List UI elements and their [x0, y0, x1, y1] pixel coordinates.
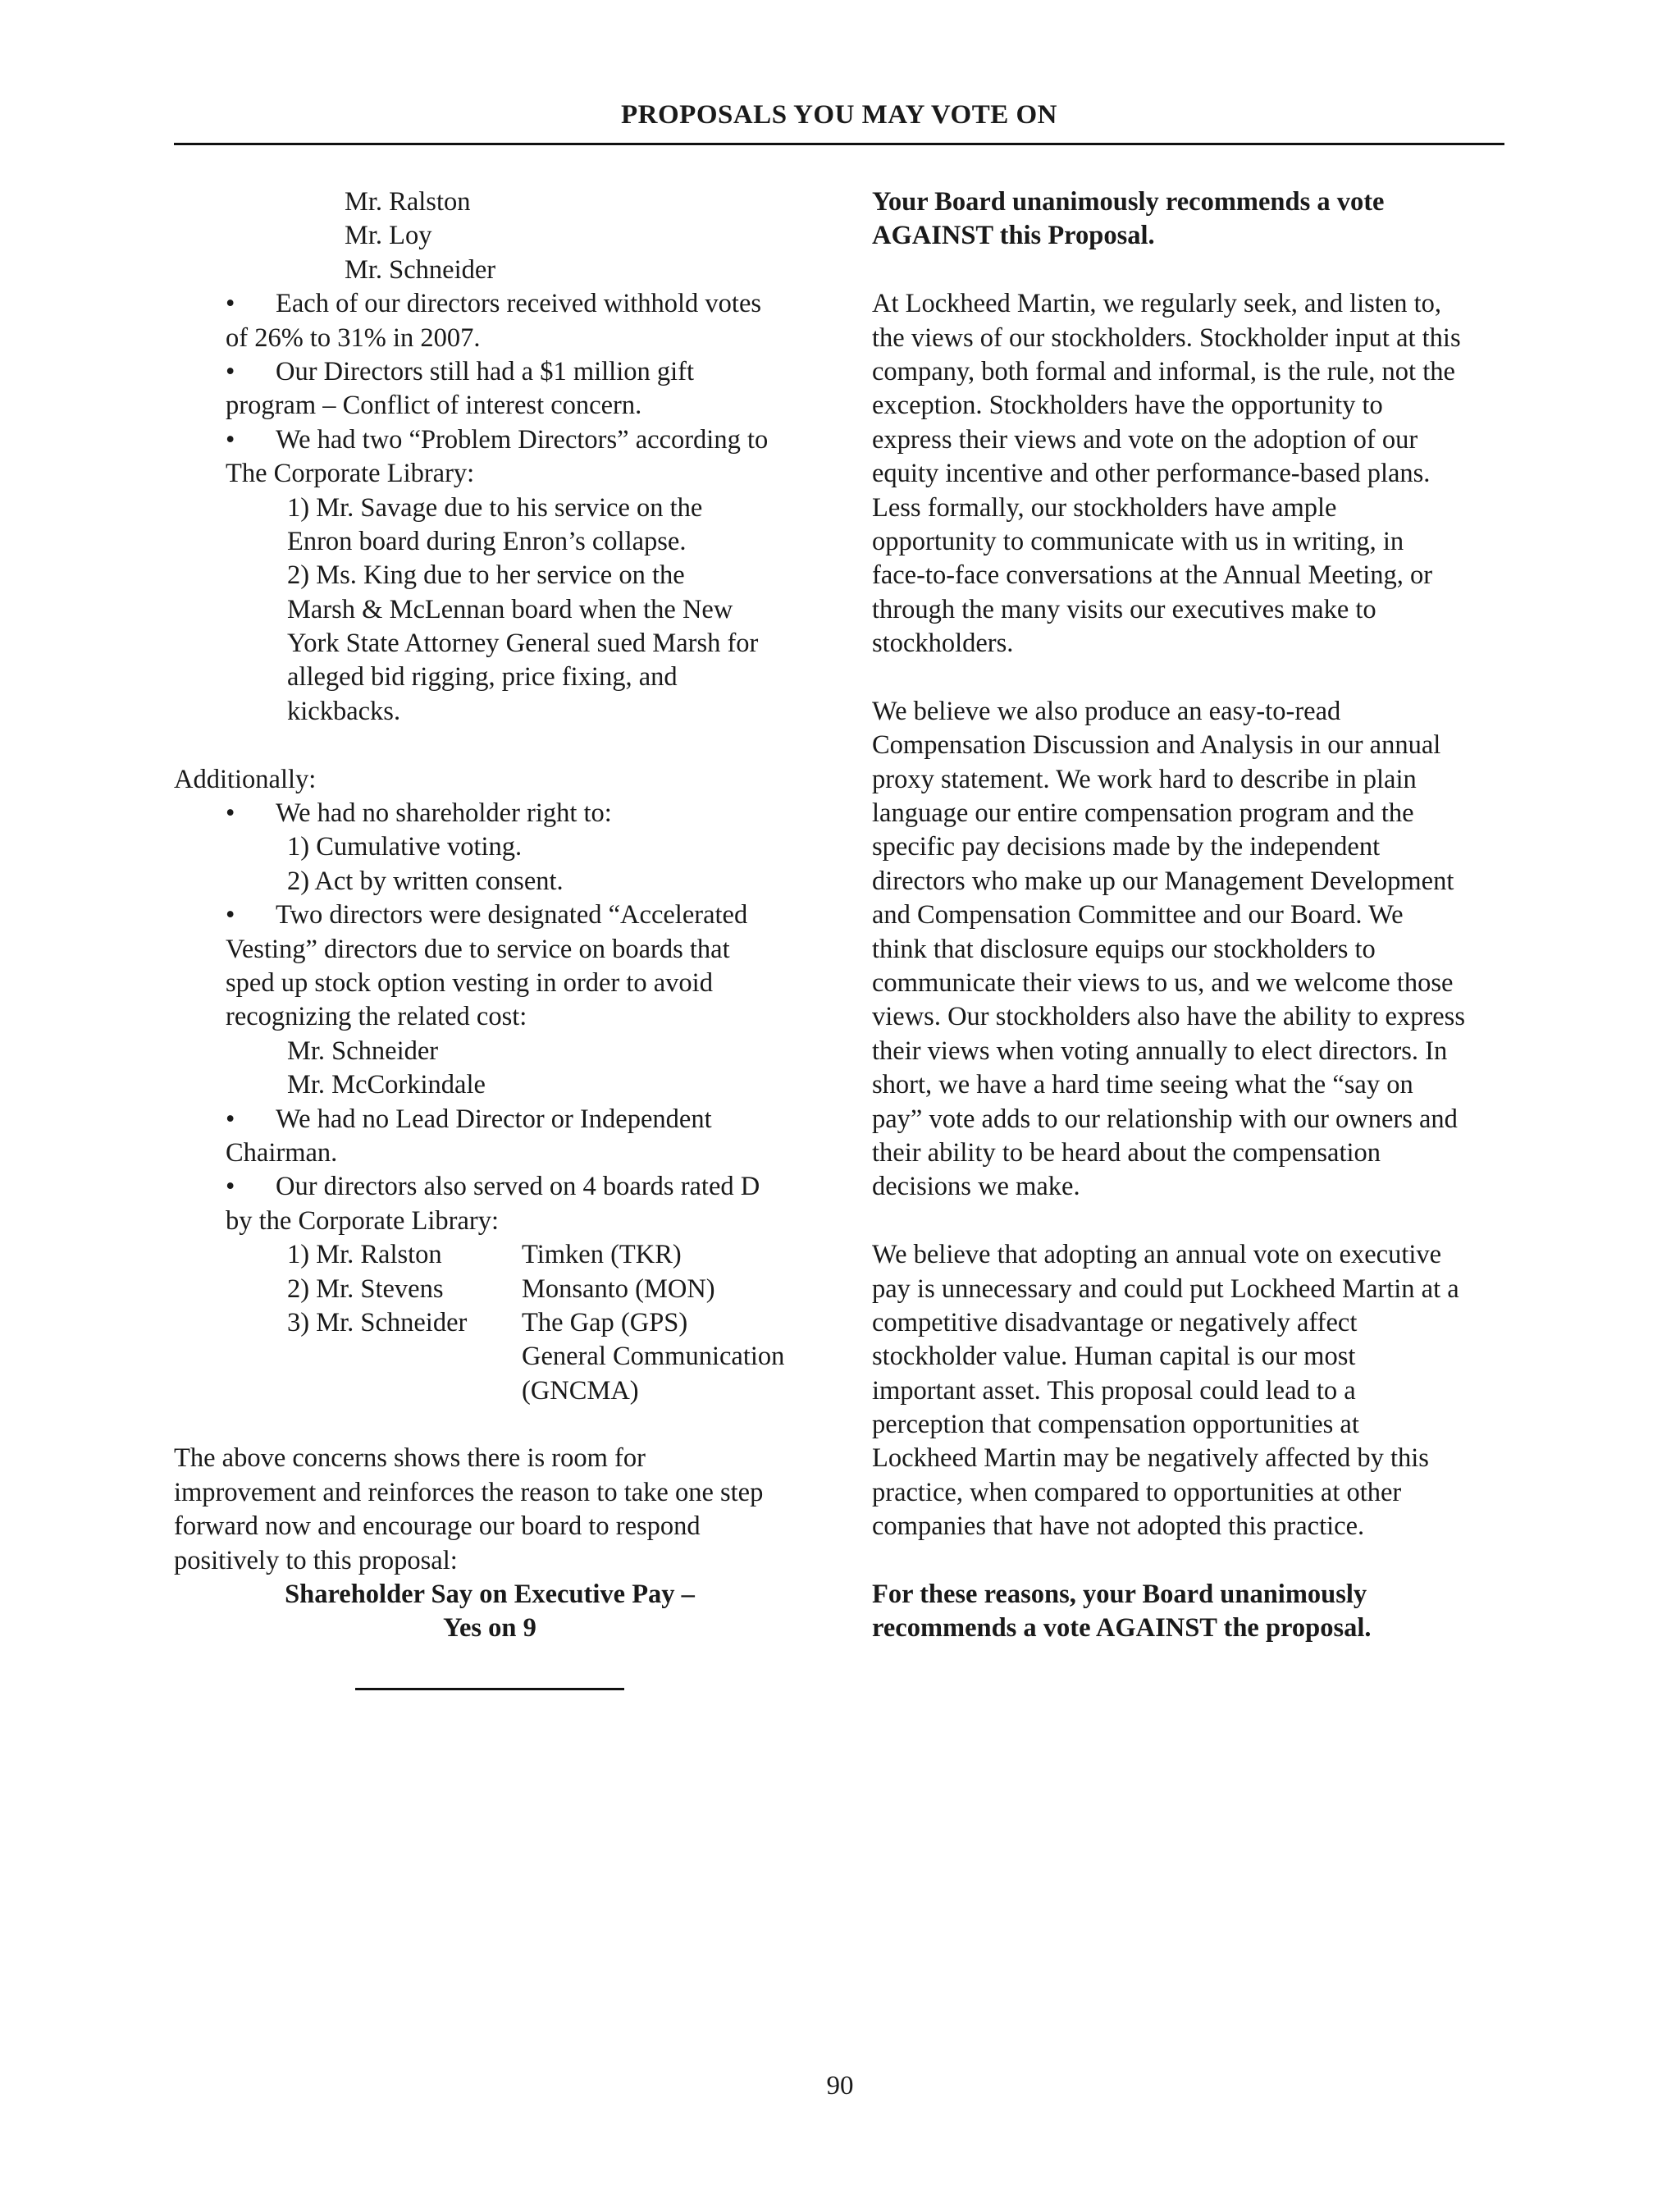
- recommendation-heading: AGAINST this Proposal.: [872, 221, 1155, 251]
- bullet-glyph: •: [226, 1172, 235, 1202]
- page-number: 90: [826, 2071, 854, 2101]
- additionally-label: Additionally:: [174, 764, 317, 794]
- paragraph-line: and Compensation Committee and our Board. We: [872, 900, 1404, 930]
- sub-item: York State Attorney General sued Marsh for: [287, 629, 759, 659]
- paragraph-line: their views when voting annually to elect directors. In: [872, 1036, 1448, 1066]
- paragraph-line: We believe we also produce an easy-to-read: [872, 696, 1341, 726]
- final-recommendation: For these reasons, your Board unanimously: [872, 1580, 1367, 1610]
- board-row: [174, 1306, 830, 1340]
- paragraph-line: through the many visits our executives make to: [872, 594, 1376, 624]
- paragraph-line: opportunity to communicate with us in writing, in: [872, 526, 1404, 556]
- board-row-board: Timken (TKR): [522, 1240, 682, 1270]
- final-recommendation: recommends a vote AGAINST the proposal.: [872, 1613, 1372, 1644]
- director-name: Mr. Schneider: [345, 254, 496, 285]
- board-row: [174, 1273, 830, 1306]
- board-row-board: General Communication: [522, 1342, 785, 1372]
- paragraph-line: competitive disadvantage or negatively affect: [872, 1307, 1358, 1337]
- bullet-continuation: program – Conflict of interest concern.: [226, 391, 642, 421]
- paragraph-line: decisions we make.: [872, 1172, 1080, 1202]
- paragraph-line: stockholder value. Human capital is our most: [872, 1342, 1356, 1372]
- sub-item: kickbacks.: [287, 696, 401, 726]
- bullet-glyph: •: [226, 798, 235, 829]
- bullet-item: • Two directors were designated “Accelerated: [174, 898, 830, 932]
- bullet-glyph: •: [226, 356, 235, 386]
- paragraph-line: practice, when compared to opportunities at other: [872, 1477, 1402, 1507]
- paragraph-line: short, we have a hard time seeing what the “say on: [872, 1070, 1413, 1100]
- paragraph-line: proxy statement. We work hard to describe in plain: [872, 764, 1417, 794]
- board-row-name: 1) Mr. Ralston: [287, 1240, 442, 1270]
- paragraph-line: pay” vote adds to our relationship with our owners and: [872, 1104, 1458, 1134]
- sub-item: 1) Cumulative voting.: [287, 832, 523, 862]
- director-name: Mr. Ralston: [345, 187, 471, 217]
- bullet-continuation: Chairman.: [226, 1137, 338, 1168]
- paragraph-line: important asset. This proposal could lead to a: [872, 1375, 1356, 1406]
- closing-line: The above concerns shows there is room for: [174, 1443, 646, 1474]
- director-name: Mr. Loy: [345, 221, 432, 251]
- board-row-board: Monsanto (MON): [522, 1273, 715, 1304]
- board-row: [174, 1374, 830, 1408]
- paragraph-line: pay is unnecessary and could put Lockheed Martin at a: [872, 1273, 1459, 1304]
- board-row: [174, 1340, 830, 1374]
- board-row-board: (GNCMA): [522, 1375, 639, 1406]
- bullet-continuation: The Corporate Library:: [226, 459, 475, 489]
- paragraph-line: Compensation Discussion and Analysis in our annual: [872, 730, 1441, 761]
- end-of-proposal-rule: [355, 1688, 624, 1690]
- right-column: [872, 185, 1512, 1646]
- board-row-board: The Gap (GPS): [522, 1307, 688, 1337]
- paragraph-line: stockholders.: [872, 629, 1014, 659]
- bullet-glyph: •: [226, 424, 235, 455]
- bullet-continuation: Vesting” directors due to service on boards that: [226, 934, 730, 964]
- bullet-continuation: of 26% to 31% in 2007.: [226, 322, 481, 353]
- board-row: [174, 1238, 830, 1272]
- header-rule: [174, 143, 1504, 145]
- paragraph-line: express their views and vote on the adoption of our: [872, 424, 1418, 455]
- sub-item: Enron board during Enron’s collapse.: [287, 526, 687, 556]
- paragraph-line: think that disclosure equips our stockholders to: [872, 934, 1376, 964]
- sub-item: 2) Act by written consent.: [287, 866, 564, 896]
- paragraph-line: their ability to be heard about the compensation: [872, 1137, 1381, 1168]
- board-row-name: 3) Mr. Schneider: [287, 1307, 468, 1337]
- bullet-glyph: •: [226, 900, 235, 930]
- paragraph-line: views. Our stockholders also have the ability to express: [872, 1002, 1465, 1032]
- paragraph-line: Less formally, our stockholders have ample: [872, 492, 1337, 523]
- paragraph-line: equity incentive and other performance-based plans.: [872, 459, 1431, 489]
- bullet-continuation: recognizing the related cost:: [226, 1002, 527, 1032]
- paragraph-line: We believe that adopting an annual vote on executive: [872, 1240, 1442, 1270]
- closing-line: improvement and reinforces the reason to take one step: [174, 1477, 764, 1507]
- bullet-item: • Our Directors still had a $1 million gift: [174, 355, 830, 389]
- closing-line: positively to this proposal:: [174, 1545, 458, 1575]
- sub-item: Mr. Schneider: [287, 1036, 439, 1066]
- paragraph-line: At Lockheed Martin, we regularly seek, and listen to,: [872, 289, 1442, 319]
- bullet-item: • We had no shareholder right to:: [174, 797, 830, 830]
- paragraph-line: language our entire compensation program and the: [872, 798, 1414, 829]
- page-header: PROPOSALS YOU MAY VOTE ON: [621, 100, 1057, 130]
- paragraph-line: directors who make up our Management Development: [872, 866, 1454, 896]
- paragraph-line: company, both formal and informal, is the rule, not the: [872, 356, 1455, 386]
- board-row-name: 2) Mr. Stevens: [287, 1273, 444, 1304]
- bullet-glyph: •: [226, 289, 235, 319]
- sub-item: Marsh & McLennan board when the New: [287, 594, 733, 624]
- bullet-continuation: by the Corporate Library:: [226, 1205, 500, 1236]
- say-on-pay-subtitle: Yes on 9: [443, 1613, 536, 1644]
- say-on-pay-title: Shareholder Say on Executive Pay –: [285, 1580, 695, 1610]
- closing-line: forward now and encourage our board to respond: [174, 1511, 701, 1542]
- paragraph-line: perception that compensation opportunities at: [872, 1410, 1359, 1440]
- bullet-item: • We had two “Problem Directors” according to: [174, 423, 830, 457]
- paragraph-line: exception. Stockholders have the opportunity to: [872, 391, 1383, 421]
- bullet-item: • Each of our directors received withhold votes: [174, 287, 830, 321]
- paragraph-line: communicate their views to us, and we welcome those: [872, 967, 1454, 998]
- paragraph-line: companies that have not adopted this practice.: [872, 1511, 1365, 1542]
- bullet-item: • We had no Lead Director or Independent: [174, 1103, 830, 1136]
- paragraph-line: specific pay decisions made by the independent: [872, 832, 1381, 862]
- bullet-continuation: sped up stock option vesting in order to avoid: [226, 967, 713, 998]
- paragraph-line: the views of our stockholders. Stockholder input at this: [872, 322, 1461, 353]
- sub-item: alleged bid rigging, price fixing, and: [287, 662, 678, 693]
- sub-item: 1) Mr. Savage due to his service on the: [287, 492, 703, 523]
- recommendation-heading: Your Board unanimously recommends a vote: [872, 187, 1385, 217]
- paragraph-line: Lockheed Martin may be negatively affected by this: [872, 1443, 1429, 1474]
- paragraph-line: face-to-face conversations at the Annual Meeting, or: [872, 560, 1433, 591]
- bullet-item: • Our directors also served on 4 boards rated D: [174, 1170, 830, 1204]
- sub-item: 2) Ms. King due to her service on the: [287, 560, 685, 591]
- bullet-glyph: •: [226, 1104, 235, 1134]
- left-column: [174, 185, 830, 1646]
- sub-item: Mr. McCorkindale: [287, 1070, 486, 1100]
